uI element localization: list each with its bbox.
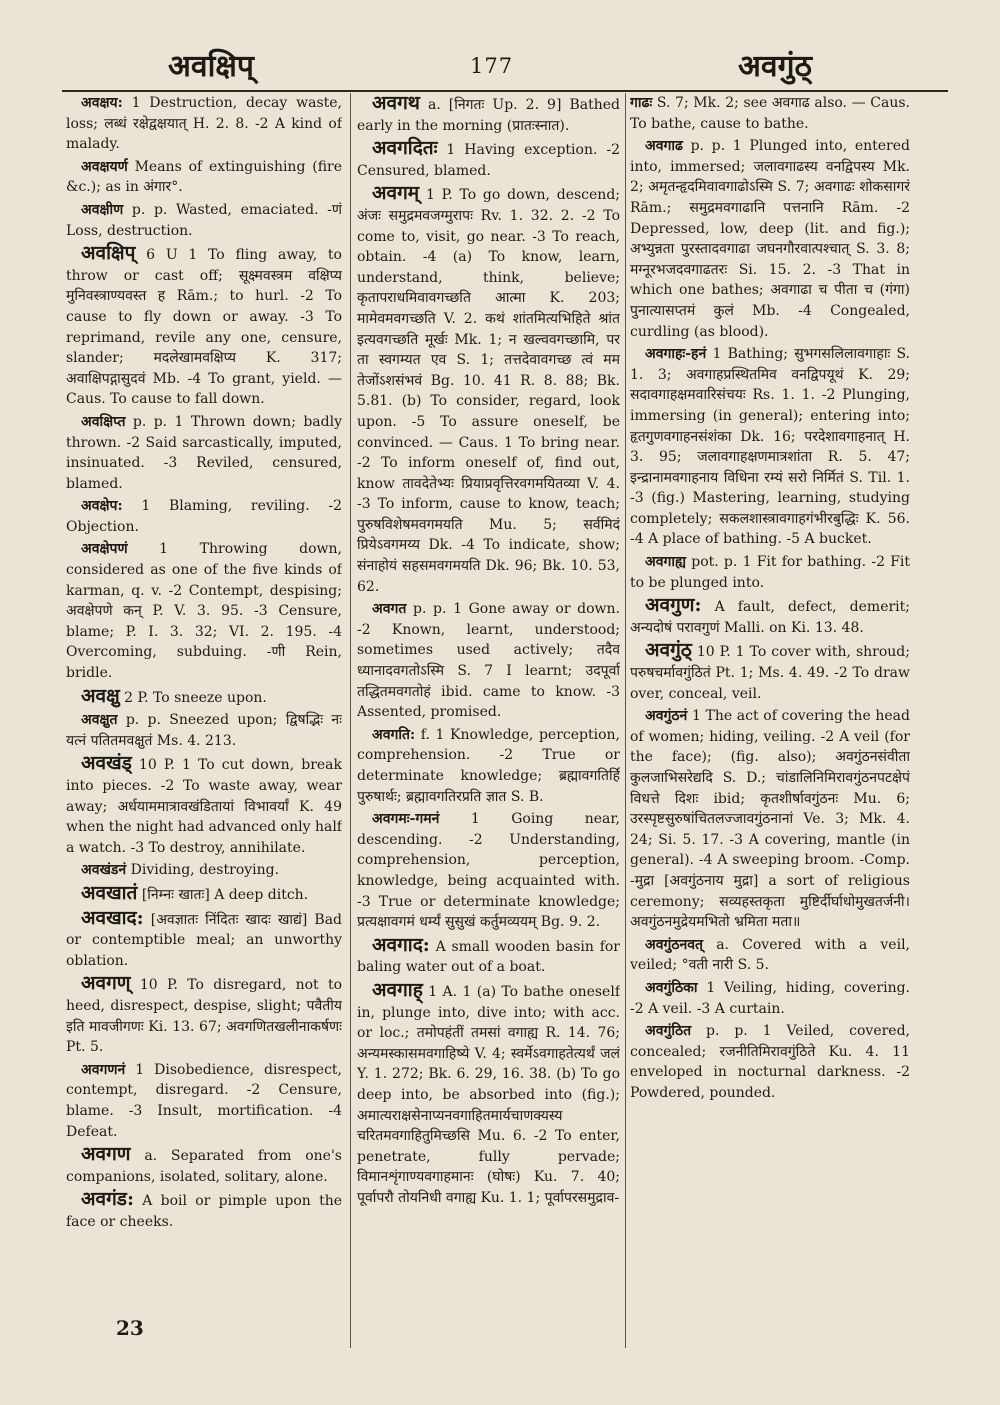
entry-headword: अवक्षयर्ण: [81, 158, 128, 175]
entry-definition: 1 P. To go down, descend; अंजः समुद्रमवजग्मुरापः Rv. 1. 32. 2. -2 To come to, visit, go near. -3 To reach, obtain. -4 (a) To know, learn, understand, think, believe; कृतापराधमिवावगच्छति आत्मा K. 203; मामेवमवगच्छति V. 2. कथं शांतमित्यभिहिते श्रांत इत्यवगच्छति मूर्खः Mk. 1; न खल्ववगच्छामि, पर ता स्वगम्यत एव S. 1; तत्तदेवावगच्छ त्वं मम तेजोंऽशसंभवं Bg. 10. 41 R. 8. 88; Bk. 5.81. (b) To consider, regard, look upon. -5 To assure oneself, be convinced. — Caus. 1 To bring near. -2 To inform oneself of, find out, know तावदेतेभ्यः प्रियाप्रवृत्तिरवगमयितव्या V. 4. -3 To inform, cause to know, teach; पुरुषविशेषमवगमयति Mu. 5; सर्वमिदं प्रियेऽवगमय्य Dk. -4 To indicate, show; संनाहोयं सहसमवगमयति Dk. 96; Bk. 10. 53, 62.: [357, 187, 620, 595]
dictionary-entry: [630, 552, 910, 593]
dictionary-entry: [630, 344, 910, 550]
dictionary-entry: [66, 686, 342, 709]
dictionary-entry: [66, 753, 342, 858]
entry-definition: 1 Going near, descending. -2 Understanding, comprehension, perception, knowledge, being acquainted with. -3 True or determinate knowledge; प्रत्यक्षावगमं धर्म्यं सुसुखं कर्तुमव्ययम् Bg. 9. 2.: [357, 811, 620, 931]
dictionary-entry: [357, 980, 620, 1209]
dictionary-entry: [630, 595, 910, 638]
column-right: [630, 93, 910, 1348]
entry-headword: अवगाह्य: [645, 554, 687, 571]
entry-headword: अवगण: [81, 1143, 131, 1166]
entry-definition: [निम्नः खातः] A deep ditch.: [141, 886, 309, 903]
entry-headword: अवगमः-गमनं: [372, 811, 440, 828]
entry-headword: अवक्षिप्: [81, 242, 136, 265]
entry-headword: अवखातं: [81, 881, 138, 904]
entry-definition: 1 A. 1 (a) To bathe oneself in, plunge into, dive into; with acc. or loc.; तमोपहंतीं तमसां वगाह्य R. 14. 76; अन्यमस्कासमवगाहिष्ये V. 4; स्वर्मेऽवगाहतेत्यर्थं जलं Y. 1. 272; Bk. 6. 29, 16. 38. (b) To go deep into, be absorbed into (fig.); अमात्यराक्षसेनाप्यनवगाहितमार्यचाणक्यस्य चरितमवगाहितुमिच्छसि Mu. 6. -2 To enter, penetrate, fully pervade; विमानशृंगाण्यवगाहमानः (घोषः) Ku. 7. 40; पूर्वापरौ तोयनिधी वगाह्य Ku. 1. 1; पूर्वापरसमुद्राव-: [357, 983, 620, 1206]
entry-definition: 1 The act of covering the head of women; hiding, veiling. -2 A veil (for the face); (fig. also); अवगुंठनसंवीता कुलजाभिसरेद्यदि S. D.; चांडालिनिमिरावगुंठनपटक्षेपं विधत्ते दिशः ibid; कृतशीर्षावगुंठनः Mu. 6; उरस्पृष्टसुरुषांचितलज्जावगुंठनानां Ve. 3; Mk. 4. 24; Si. 5. 17. -3 A covering, mantle (in general). -4 A sweeping broom. -Comp. -मुद्रा [अवगुंठनाय मुद्रा] a sort of religious ceremony; सव्यहस्तकृता मुष्टिर्दीर्घाधोमुखतर्जनी। अवगुंठनमुद्रेयमभितो भ्रमिता मता॥: [630, 708, 910, 931]
entry-definition: a. Covered with a veil, veiled; °वती नारी S. 5.: [630, 936, 910, 974]
column-left: [66, 93, 342, 1348]
dictionary-entry: [630, 136, 910, 342]
entry-headword: अवगाद:: [372, 933, 430, 956]
dictionary-entry: [66, 200, 342, 241]
entry-definition: 1 Bathing; सुभगसलिलावगाहाः S. 1. 3; अवगाहप्रस्थितमिव वनद्विपयूथं K. 29; सदावगाहक्षमवारिसंचयः Rs. 1. 1. -2 Plunging, immersing (in general); entering into; हृतगुणवगाहनसंशंका Dk. 16; परदेशावगाहनात् H. 3. 95; जलावगाहक्षणमात्रशांता R. 5. 47; इन्द्रानामवगाहनाय विधिना रम्यं सरो निर्मितं S. Til. 1. -3 (fig.) Mastering, learning, studying completely; सकलशास्त्रावगाहगंभीरबुद्धिः K. 56. -4 A place of bathing. -5 A bucket.: [630, 346, 910, 548]
entry-headword: अवगुंठिका: [645, 979, 698, 996]
entry-headword: अवक्षेपणं: [81, 541, 128, 558]
entry-headword: अवगंड:: [81, 1188, 134, 1211]
left-guide-word: अवक्षिप्: [168, 49, 254, 84]
entry-definition: f. 1 Knowledge, perception, comprehension. -2 True or determinate knowledge; ब्रह्मावगतिर्हि पुरुषार्थः; ब्रह्मावगतिरप्रति ज्ञात S. B.: [357, 726, 620, 805]
entry-definition: 1 Veiling, hiding, covering. -2 A veil. -3 A curtain.: [630, 979, 910, 1017]
entry-definition: [अवज्ञातः निंदितः खादः खाद्यं] Bad or contemptible meal; an unworthy oblation.: [66, 911, 342, 969]
entry-definition: A small wooden basin for baling water out of a boat.: [357, 938, 620, 976]
entry-definition: Dividing, destroying.: [130, 862, 280, 879]
entry-headword: अवक्षीण: [81, 201, 124, 218]
entry-headword: अवगुंठ्: [645, 639, 692, 662]
entry-definition: 10 P. 1 To cut down, break into pieces. -2 To waste away, wear away; अर्धयाममात्रावखंडितायां विभावर्यां K. 49 when the night had advanced only half a watch. -3 To destroy, annihilate.: [66, 757, 342, 856]
entry-definition: 10 P. To disregard, not to heed, disrespect, despise, slight; पवैतीय इति मावजीगणः Ki. 13. 67; अवगणितखलीनाकर्षणः Pt. 5.: [66, 977, 342, 1056]
entry-headword: अवगत: [372, 601, 407, 618]
entry-definition: S. 7; Mk. 2; see अवगाढ also. — Caus. To bathe, cause to bathe.: [630, 95, 910, 132]
dictionary-entry: [66, 908, 342, 972]
entry-definition: p. p. Wasted, emaciated. -णं Loss, destruction.: [66, 201, 342, 239]
right-guide-word: अवगुंठ्: [738, 49, 812, 84]
entry-definition: Means of extinguishing (fire &c.); as in अंगार°.: [66, 158, 342, 196]
entry-headword: अवगदितः: [372, 137, 438, 160]
dictionary-entry: [357, 93, 620, 136]
entry-definition: 10 P. 1 To cover with, shroud; परुषचर्मावगुंठितं Pt. 1; Ms. 4. 49. -2 To draw over, conceal, veil.: [630, 644, 910, 702]
dictionary-entry: [630, 93, 910, 134]
entry-headword: अवखंडनं: [81, 862, 127, 879]
dictionary-entry: [357, 725, 620, 807]
column-divider: [350, 93, 351, 1348]
column-divider: [625, 93, 626, 1348]
dictionary-entry: [630, 978, 910, 1019]
entry-headword: अवगुंठनवत्: [645, 936, 704, 953]
header-rule: [62, 90, 948, 92]
dictionary-entry: [630, 935, 910, 976]
entry-definition: pot. p. 1 Fit for bathing. -2 Fit to be plunged into.: [630, 554, 910, 591]
entry-definition: 1 Destruction, decay waste, loss; लब्धं रक्षेद्वक्षयात् H. 2. 8. -2 A kind of malady.: [66, 95, 342, 153]
entry-definition: 1 Throwing down, considered as one of the five kinds of karman, q. v. -2 Contempt, despising; अवक्षेपणे कन् P. V. 3. 95. -3 Censure, blame; P. I. 3. 32; VI. 2. 195. -4 Overcoming, subduing. -णी Rein, bridle.: [66, 541, 342, 682]
entry-definition: p. p. 1 Thrown down; badly thrown. -2 Said sarcastically, imputed, insinuated. -3 Reviled, censured, blamed.: [66, 413, 342, 492]
entry-definition: 2 P. To sneeze upon.: [124, 689, 267, 706]
dictionary-entry: [66, 1189, 342, 1232]
dictionary-entry: [66, 883, 342, 906]
entry-headword: अवगथ: [372, 93, 420, 114]
entry-headword: अवक्षय:: [81, 95, 123, 111]
entry-headword: अवक्षिप्त: [81, 413, 126, 430]
entry-headword: अवगुंठनं: [645, 708, 688, 725]
entry-definition: A boil or pimple upon the face or cheeks.: [66, 1193, 342, 1230]
entry-headword: अवगाढ: [645, 138, 683, 155]
signature-mark: 23: [116, 1316, 144, 1340]
dictionary-entry: [66, 93, 342, 155]
entry-headword: अवगणनं: [81, 1061, 126, 1078]
dictionary-entry: [66, 1060, 342, 1142]
entry-headword: गाढः: [630, 95, 653, 111]
entry-headword: अवक्षुत: [81, 712, 118, 729]
dictionary-entry: [66, 496, 342, 537]
dictionary-entry: [630, 706, 910, 933]
dictionary-entry: [66, 860, 342, 881]
entry-definition: 1 Blaming, reviling. -2 Objection.: [66, 498, 342, 535]
entry-headword: अवगाह्: [372, 978, 423, 1001]
dictionary-entry: [66, 412, 342, 494]
entry-headword: अवक्षु: [81, 684, 120, 707]
entry-definition: p. p. 1 Veiled, covered, concealed; रजनीतिमिरावगुंठिते Ku. 4. 11 enveloped in nocturnal darkness. -2 Powdered, pounded.: [630, 1023, 910, 1101]
entry-definition: 1 Disobedience, disrespect, contempt, disregard. -2 Censure, blame. -3 Insult, mortification. -4 Defeat.: [66, 1061, 342, 1140]
entry-definition: a. [निगतः Up. 2. 9] Bathed early in the morning (प्रातःस्नात).: [357, 97, 620, 134]
running-head: [0, 44, 1000, 92]
entry-headword: अवक्षेप:: [81, 498, 123, 515]
dictionary-entry: [66, 243, 342, 410]
entry-headword: अवगुण:: [645, 594, 702, 617]
dictionary-entry: [66, 973, 342, 1057]
entry-headword: अवखाद:: [81, 906, 144, 929]
dictionary-entry: [357, 599, 620, 723]
dictionary-entry: [630, 640, 910, 704]
dictionary-entry: [66, 1144, 342, 1187]
entry-headword: अवखंड्: [81, 752, 132, 775]
dictionary-entry: [630, 1021, 910, 1103]
dictionary-entry: [66, 157, 342, 198]
entry-headword: अवगति:: [372, 726, 416, 743]
entry-definition: A fault, defect, demerit; अन्यदोषं परावगुणं Malli. on Ki. 13. 48.: [630, 599, 910, 636]
page-number: 177: [470, 54, 514, 78]
entry-definition: p. p. Sneezed upon; द्विषद्भिः नः यत्नं पतितमवक्षुतं Ms. 4. 213.: [66, 712, 342, 749]
entry-headword: अवगण्: [81, 972, 131, 995]
entry-headword: अवगाहः-हनं: [645, 346, 707, 363]
entry-headword: अवगम्: [372, 182, 420, 205]
entry-definition: 6 U 1 To fling away, to throw or cast off; सूक्ष्मवस्त्रम वक्षिप्य मुनिवस्त्राण्यवस्त ह Rām.; to hurl. -2 To cause to fly down or away. -3 To reprimand, revile any one, censure, slander; मदलेखामवक्षिप्य K. 317; अवाक्षिपद्गासुदवं Mb. -4 To grant, yield. — Caus. To cause to fall down.: [66, 247, 342, 408]
dictionary-entry: [357, 935, 620, 978]
dictionary-entry: [66, 710, 342, 751]
dictionary-entry: [357, 809, 620, 933]
dictionary-entry: [66, 539, 342, 683]
dictionary-entry: [357, 138, 620, 181]
entry-definition: p. p. 1 Gone away or down. -2 Known, learnt, understood; sometimes used actively; तदैव ध्यानादवगतोऽस्मि S. 7 I learnt; उदपूर्वा तद्धितमवगतोहं ibid. came to know. -3 Assented, promised.: [357, 601, 620, 721]
entry-headword: अवगुंठित: [645, 1023, 692, 1040]
entry-definition: a. Separated from one's companions, isolated, solitary, alone.: [66, 1148, 342, 1185]
entry-definition: p. p. 1 Plunged into, entered into, immersed; जलावगाढस्य वनद्विपस्य Mk. 2; अमृतन्हृदमिवावगाढोऽस्मि S. 7; अवगाढः शोकसागरं Rām.; समुद्रमवगाढानि पत्तनानि Rām. -2 Depressed, low, deep (lit. and fig.); अभ्युन्नता पुरस्तादवगाढा जघनगौरवात्पश्चात् S. 3. 8; मग्नूरभजदवगाढतरः Si. 15. 2. -3 That in which one bathes; अवगाढा च पीता च (गंगा) पुनात्यासप्तमं कुलं Mb. -4 Congealed, curdling (as blood).: [630, 138, 910, 340]
column-middle: [357, 93, 620, 1348]
entry-definition: 1 Having exception. -2 Censured, blamed.: [357, 142, 620, 179]
dictionary-entry: [357, 183, 620, 597]
